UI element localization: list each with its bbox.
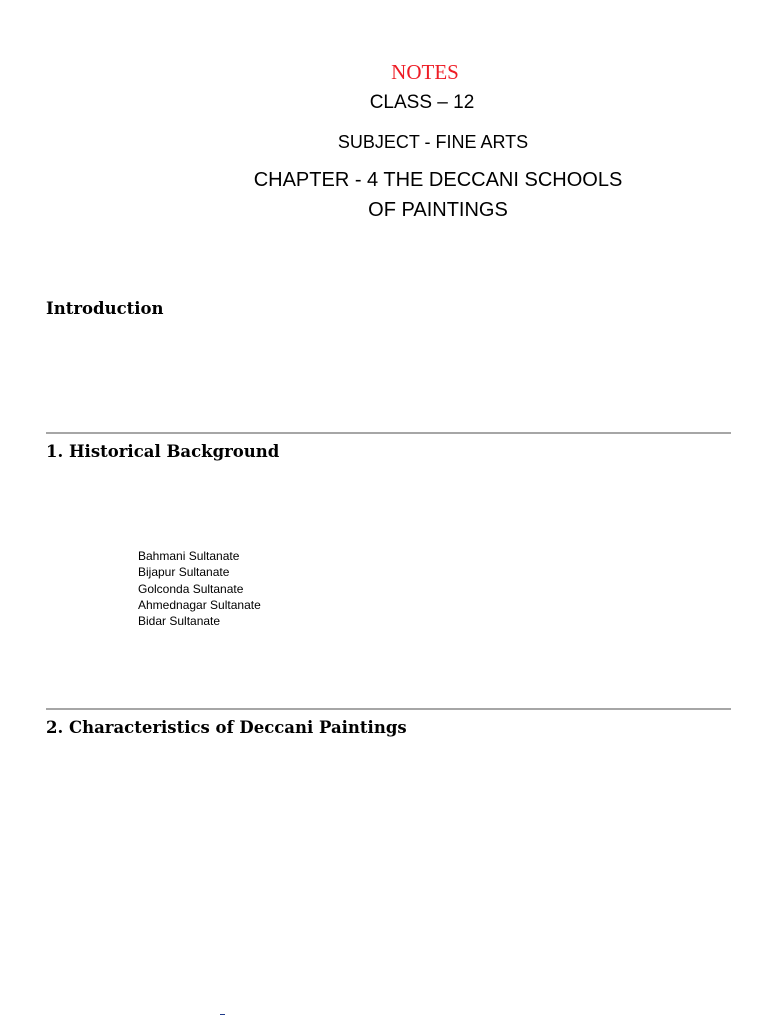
notes-title: NOTES: [391, 60, 459, 84]
list-item: Ahmednagar Sultanate: [138, 597, 261, 612]
list-item: Bidar Sultanate: [138, 614, 221, 629]
class-line: CLASS – 12: [369, 92, 475, 113]
chapter-title-line-2: OF PAINTINGS: [368, 199, 508, 221]
characteristics-heading: 2. Characteristics of Deccani Paintings: [46, 718, 407, 737]
list-item: Bijapur Sultanate: [138, 565, 230, 580]
list-item: Golconda Sultanate: [138, 581, 244, 596]
historical-background-heading: 1. Historical Background: [46, 442, 280, 461]
cursor-mark: [220, 1014, 225, 1015]
section-divider: [46, 432, 731, 434]
chapter-title: [0, 165, 768, 225]
list-item: Bahmani Sultanate: [138, 549, 240, 563]
section-divider: [46, 708, 731, 710]
introduction-heading: Introduction: [46, 299, 164, 318]
chapter-title-line-1: CHAPTER - 4 THE DECCANI SCHOOLS: [253, 169, 623, 191]
sultanate-list: [138, 548, 261, 629]
subject-line: SUBJECT - FINE ARTS: [337, 132, 529, 152]
